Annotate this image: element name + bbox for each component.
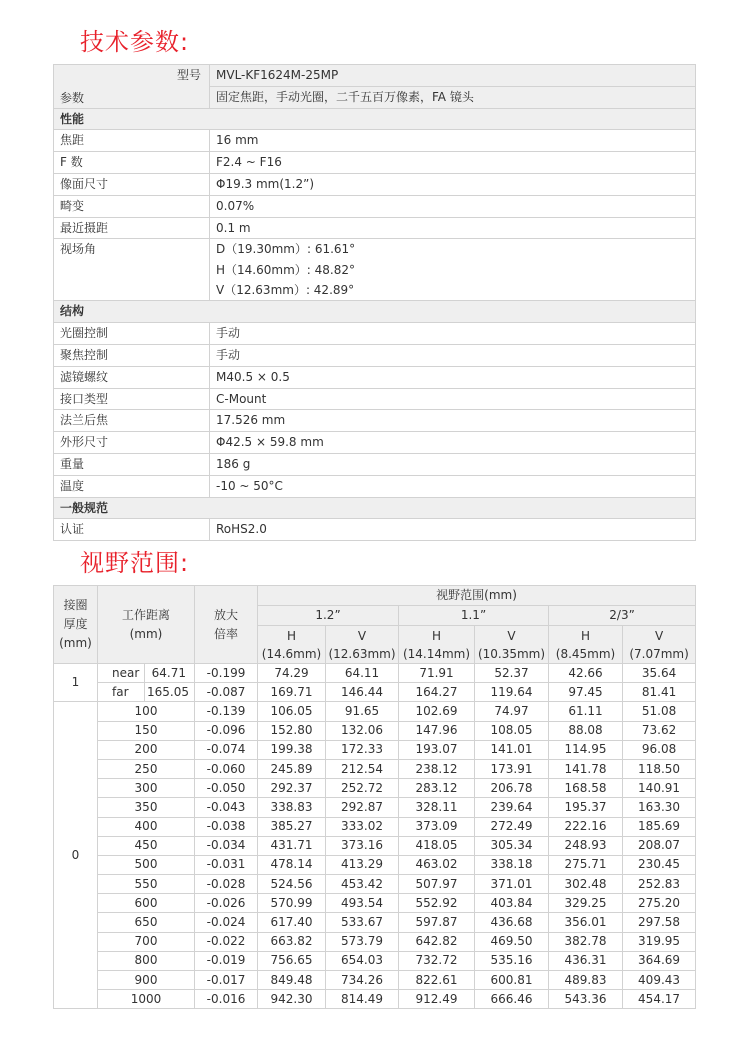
fov-value-cell: 573.79 [326,932,399,951]
fov-value-cell: 42.66 [549,664,623,683]
fov-value-cell: 147.96 [399,721,475,740]
fov-value-cell: 141.01 [475,740,549,759]
fov-value-cell: 35.64 [623,664,696,683]
fov-value-cell: 436.31 [549,951,623,970]
format-header-3: 2/3” [549,606,696,626]
spec-value: 17.526 mm [210,410,696,432]
fov-value-cell: 319.95 [623,932,696,951]
distance-cell: 250 [98,759,195,778]
distance-cell: 800 [98,951,195,970]
fov-value-cell: 185.69 [623,817,696,836]
spec-row [54,173,696,195]
fov-value-cell: 373.16 [326,836,399,855]
magnification-cell: -0.017 [195,971,258,990]
fov-value-cell: 373.09 [399,817,475,836]
distance-cell: 550 [98,875,195,894]
fov-row [54,913,696,932]
spec-row-fov-angle [54,239,696,301]
spec-label: 温度 [54,475,210,497]
distance-tag: far [98,683,145,702]
fov-value-cell: 489.83 [549,971,623,990]
distance-cell: 1000 [98,990,195,1009]
fov-row [54,875,696,894]
distance-cell: 650 [98,913,195,932]
fov-value-cell: 524.56 [258,875,326,894]
distance-cell: 900 [98,971,195,990]
fov-value-cell: 71.91 [399,664,475,683]
magnification-cell: -0.022 [195,932,258,951]
spec-label: 光圈控制 [54,323,210,345]
param-label: 参数 [60,90,85,105]
spec-section-row [54,108,696,130]
fov-sub-header: V (10.35mm) [475,626,549,664]
fov-value-cell: 118.50 [623,759,696,778]
magnification-cell: -0.016 [195,990,258,1009]
fov-value-cell: 597.87 [399,913,475,932]
fov-angle-line: H（14.60mm）: 48.82° [216,262,355,277]
distance-cell: 150 [98,721,195,740]
fov-value-cell: 454.17 [623,990,696,1009]
distance-cell: 700 [98,932,195,951]
fov-value-cell: 413.29 [326,855,399,874]
fov-value-cell: 238.12 [399,759,475,778]
spec-label: 接口类型 [54,388,210,410]
fov-value-cell: 328.11 [399,798,475,817]
fov-value-cell: 173.91 [475,759,549,778]
fov-value-cell: 275.71 [549,855,623,874]
spec-label: 最近摄距 [54,217,210,239]
magnification-cell: -0.074 [195,740,258,759]
fov-value-cell: 666.46 [475,990,549,1009]
distance-cell: 400 [98,817,195,836]
fov-value-cell: 140.91 [623,779,696,798]
distance-cell: 165.05 [145,683,195,702]
fov-value-cell: 252.72 [326,779,399,798]
fov-value-cell: 283.12 [399,779,475,798]
spec-row [54,344,696,366]
spec-value: RoHS2.0 [210,519,696,541]
fov-value-cell: 333.02 [326,817,399,836]
fov-value-cell: 74.29 [258,664,326,683]
fov-title-header: 视野范围(mm) [258,586,696,606]
fov-value-cell: 163.30 [623,798,696,817]
fov-value-cell: 617.40 [258,913,326,932]
fov-row [54,971,696,990]
distance-cell: 64.71 [145,664,195,683]
fov-value-cell: 212.54 [326,759,399,778]
spec-row [54,366,696,388]
magnification-cell: -0.043 [195,798,258,817]
spec-section-row [54,301,696,323]
magnification-cell: -0.031 [195,855,258,874]
spec-value: C-Mount [210,388,696,410]
spec-label: 滤镜螺纹 [54,366,210,388]
spec-row [54,453,696,475]
fov-value-cell: 97.45 [549,683,623,702]
fov-value-cell: 168.58 [549,779,623,798]
fov-value-cell: 570.99 [258,894,326,913]
distance-cell: 200 [98,740,195,759]
fov-value-cell: 329.25 [549,894,623,913]
spec-row [54,410,696,432]
spec-table [53,64,696,541]
distance-cell: 350 [98,798,195,817]
fov-value-cell: 654.03 [326,951,399,970]
fov-value-cell: 292.37 [258,779,326,798]
fov-value-cell: 469.50 [475,932,549,951]
spec-row [54,217,696,239]
spec-label: 视场角 [54,239,210,301]
fov-value-cell: 208.07 [623,836,696,855]
fov-row [54,740,696,759]
distance-tag: near [98,664,145,683]
spec-value: 0.07% [210,195,696,217]
model-value: MVL-KF1624M-25MP [210,65,696,87]
fov-sub-header: H (8.45mm) [549,626,623,664]
fov-angle-line: D（19.30mm）: 61.61° [216,242,356,257]
fov-value-cell: 146.44 [326,683,399,702]
spec-label: 外形尺寸 [54,432,210,454]
fov-value-cell: 141.78 [549,759,623,778]
model-label: 型号 [176,68,201,82]
spec-row [54,152,696,174]
fov-value-cell: 61.11 [549,702,623,721]
spec-value: 186 g [210,453,696,475]
fov-value-cell: 463.02 [399,855,475,874]
fov-sub-header: V (12.63mm) [326,626,399,664]
fov-value-cell: 248.93 [549,836,623,855]
fov-value-cell: 88.08 [549,721,623,740]
fov-row [54,855,696,874]
spec-label: 像面尺寸 [54,173,210,195]
spacer-cell: 0 [54,702,98,1009]
fov-sub-header: H (14.14mm) [399,626,475,664]
fov-row [54,894,696,913]
fov-value-cell: 371.01 [475,875,549,894]
desc-value: 固定焦距，手动光圈，二千五百万像素，FA 镜头 [210,86,696,108]
fov-value-cell: 52.37 [475,664,549,683]
fov-value-cell: 164.27 [399,683,475,702]
spec-row [54,195,696,217]
fov-value-cell: 822.61 [399,971,475,990]
fov-row [54,721,696,740]
fov-value-cell: 849.48 [258,971,326,990]
fov-table [53,585,696,1009]
fov-value-cell: 734.26 [326,971,399,990]
fov-value-cell: 732.72 [399,951,475,970]
fov-value-cell: 195.37 [549,798,623,817]
distance-cell: 300 [98,779,195,798]
fov-value-cell: 172.33 [326,740,399,759]
fov-value-cell: 356.01 [549,913,623,932]
fov-value-cell: 338.83 [258,798,326,817]
fov-row [54,702,696,721]
fov-row [54,664,696,683]
spec-label: 认证 [54,519,210,541]
fov-row [54,932,696,951]
spec-label: 法兰后焦 [54,410,210,432]
distance-cell: 450 [98,836,195,855]
fov-value-cell: 305.34 [475,836,549,855]
fov-value-cell: 132.06 [326,721,399,740]
spec-row [54,519,696,541]
fov-value-cell: 453.42 [326,875,399,894]
fov-value-cell: 535.16 [475,951,549,970]
fov-value-cell: 543.36 [549,990,623,1009]
fov-row [54,798,696,817]
fov-value-cell: 385.27 [258,817,326,836]
fov-value-cell: 81.41 [623,683,696,702]
fov-row [54,990,696,1009]
spec-value: Φ42.5 × 59.8 mm [210,432,696,454]
magnification-cell: -0.028 [195,875,258,894]
fov-value-cell: 272.49 [475,817,549,836]
fov-value-cell: 507.97 [399,875,475,894]
spec-label: 畸变 [54,195,210,217]
fov-value-cell: 364.69 [623,951,696,970]
fov-value-cell: 114.95 [549,740,623,759]
spec-value: F2.4 ~ F16 [210,152,696,174]
magnification-cell: -0.139 [195,702,258,721]
fov-row [54,836,696,855]
fov-value-cell: 193.07 [399,740,475,759]
spec-section-title: 结构 [54,301,696,323]
fov-value-cell: 275.20 [623,894,696,913]
fov-sub-header: H (14.6mm) [258,626,326,664]
format-header-2: 1.1” [399,606,549,626]
magnification-cell: -0.199 [195,664,258,683]
fov-value-cell: 297.58 [623,913,696,932]
fov-value-cell: 239.64 [475,798,549,817]
spec-section-title: 一般规范 [54,497,696,519]
spec-row [54,388,696,410]
spec-value: Φ19.3 mm(1.2”) [210,173,696,195]
fov-value-cell: 292.87 [326,798,399,817]
magnification-header: 放大 倍率 [195,586,258,664]
spec-value: 16 mm [210,130,696,152]
magnification-cell: -0.050 [195,779,258,798]
fov-row [54,951,696,970]
fov-value-cell: 642.82 [399,932,475,951]
magnification-cell: -0.026 [195,894,258,913]
fov-value-cell: 51.08 [623,702,696,721]
magnification-cell: -0.019 [195,951,258,970]
fov-value-cell: 91.65 [326,702,399,721]
fov-value-cell: 436.68 [475,913,549,932]
spec-section-row [54,497,696,519]
spacer-header: 接圈 厚度 (mm) [54,586,98,664]
fov-value-cell: 108.05 [475,721,549,740]
fov-value-cell: 245.89 [258,759,326,778]
fov-value-cell: 206.78 [475,779,549,798]
fov-value-cell: 152.80 [258,721,326,740]
specs-heading: 技术参数: [80,28,190,56]
fov-row [54,759,696,778]
fov-value-cell: 338.18 [475,855,549,874]
fov-value-cell: 663.82 [258,932,326,951]
spec-section-title: 性能 [54,108,696,130]
spec-value: 手动 [210,323,696,345]
spec-label: 聚焦控制 [54,344,210,366]
fov-value-cell: 102.69 [399,702,475,721]
fov-angle-line: V（12.63mm）: 42.89° [216,282,355,297]
fov-value-cell: 814.49 [326,990,399,1009]
fov-value-cell: 942.30 [258,990,326,1009]
fov-value-cell: 418.05 [399,836,475,855]
fov-value-cell: 600.81 [475,971,549,990]
fov-value-cell: 252.83 [623,875,696,894]
spec-header-row-model [54,65,696,87]
magnification-cell: -0.060 [195,759,258,778]
fov-value-cell: 64.11 [326,664,399,683]
fov-value-cell: 106.05 [258,702,326,721]
fov-value-cell: 912.49 [399,990,475,1009]
spec-row [54,130,696,152]
distance-header: 工作距离 (mm) [98,586,195,664]
fov-value-cell: 302.48 [549,875,623,894]
magnification-cell: -0.096 [195,721,258,740]
magnification-cell: -0.024 [195,913,258,932]
spec-value-fov-angle [210,239,696,301]
spec-value: 0.1 m [210,217,696,239]
fov-value-cell: 382.78 [549,932,623,951]
fov-value-cell: 222.16 [549,817,623,836]
spec-value: 手动 [210,344,696,366]
format-header-1: 1.2” [258,606,399,626]
fov-heading: 视野范围: [80,549,190,577]
fov-value-cell: 756.65 [258,951,326,970]
spec-diag-cell [54,65,210,109]
fov-value-cell: 119.64 [475,683,549,702]
fov-value-cell: 552.92 [399,894,475,913]
spec-row [54,323,696,345]
distance-cell: 500 [98,855,195,874]
fov-sub-header: V (7.07mm) [623,626,696,664]
fov-row [54,683,696,702]
spec-label: F 数 [54,152,210,174]
fov-value-cell: 96.08 [623,740,696,759]
spec-value: -10 ~ 50°C [210,475,696,497]
spacer-cell: 1 [54,664,98,702]
fov-value-cell: 74.97 [475,702,549,721]
spec-row [54,475,696,497]
distance-cell: 600 [98,894,195,913]
spec-value: M40.5 × 0.5 [210,366,696,388]
fov-row [54,779,696,798]
magnification-cell: -0.034 [195,836,258,855]
fov-value-cell: 478.14 [258,855,326,874]
fov-value-cell: 73.62 [623,721,696,740]
magnification-cell: -0.087 [195,683,258,702]
spec-label: 重量 [54,453,210,475]
fov-value-cell: 199.38 [258,740,326,759]
fov-value-cell: 409.43 [623,971,696,990]
distance-cell: 100 [98,702,195,721]
fov-value-cell: 533.67 [326,913,399,932]
fov-value-cell: 493.54 [326,894,399,913]
fov-row [54,817,696,836]
spec-label: 焦距 [54,130,210,152]
fov-value-cell: 230.45 [623,855,696,874]
fov-value-cell: 169.71 [258,683,326,702]
magnification-cell: -0.038 [195,817,258,836]
fov-value-cell: 403.84 [475,894,549,913]
spec-row [54,432,696,454]
fov-value-cell: 431.71 [258,836,326,855]
